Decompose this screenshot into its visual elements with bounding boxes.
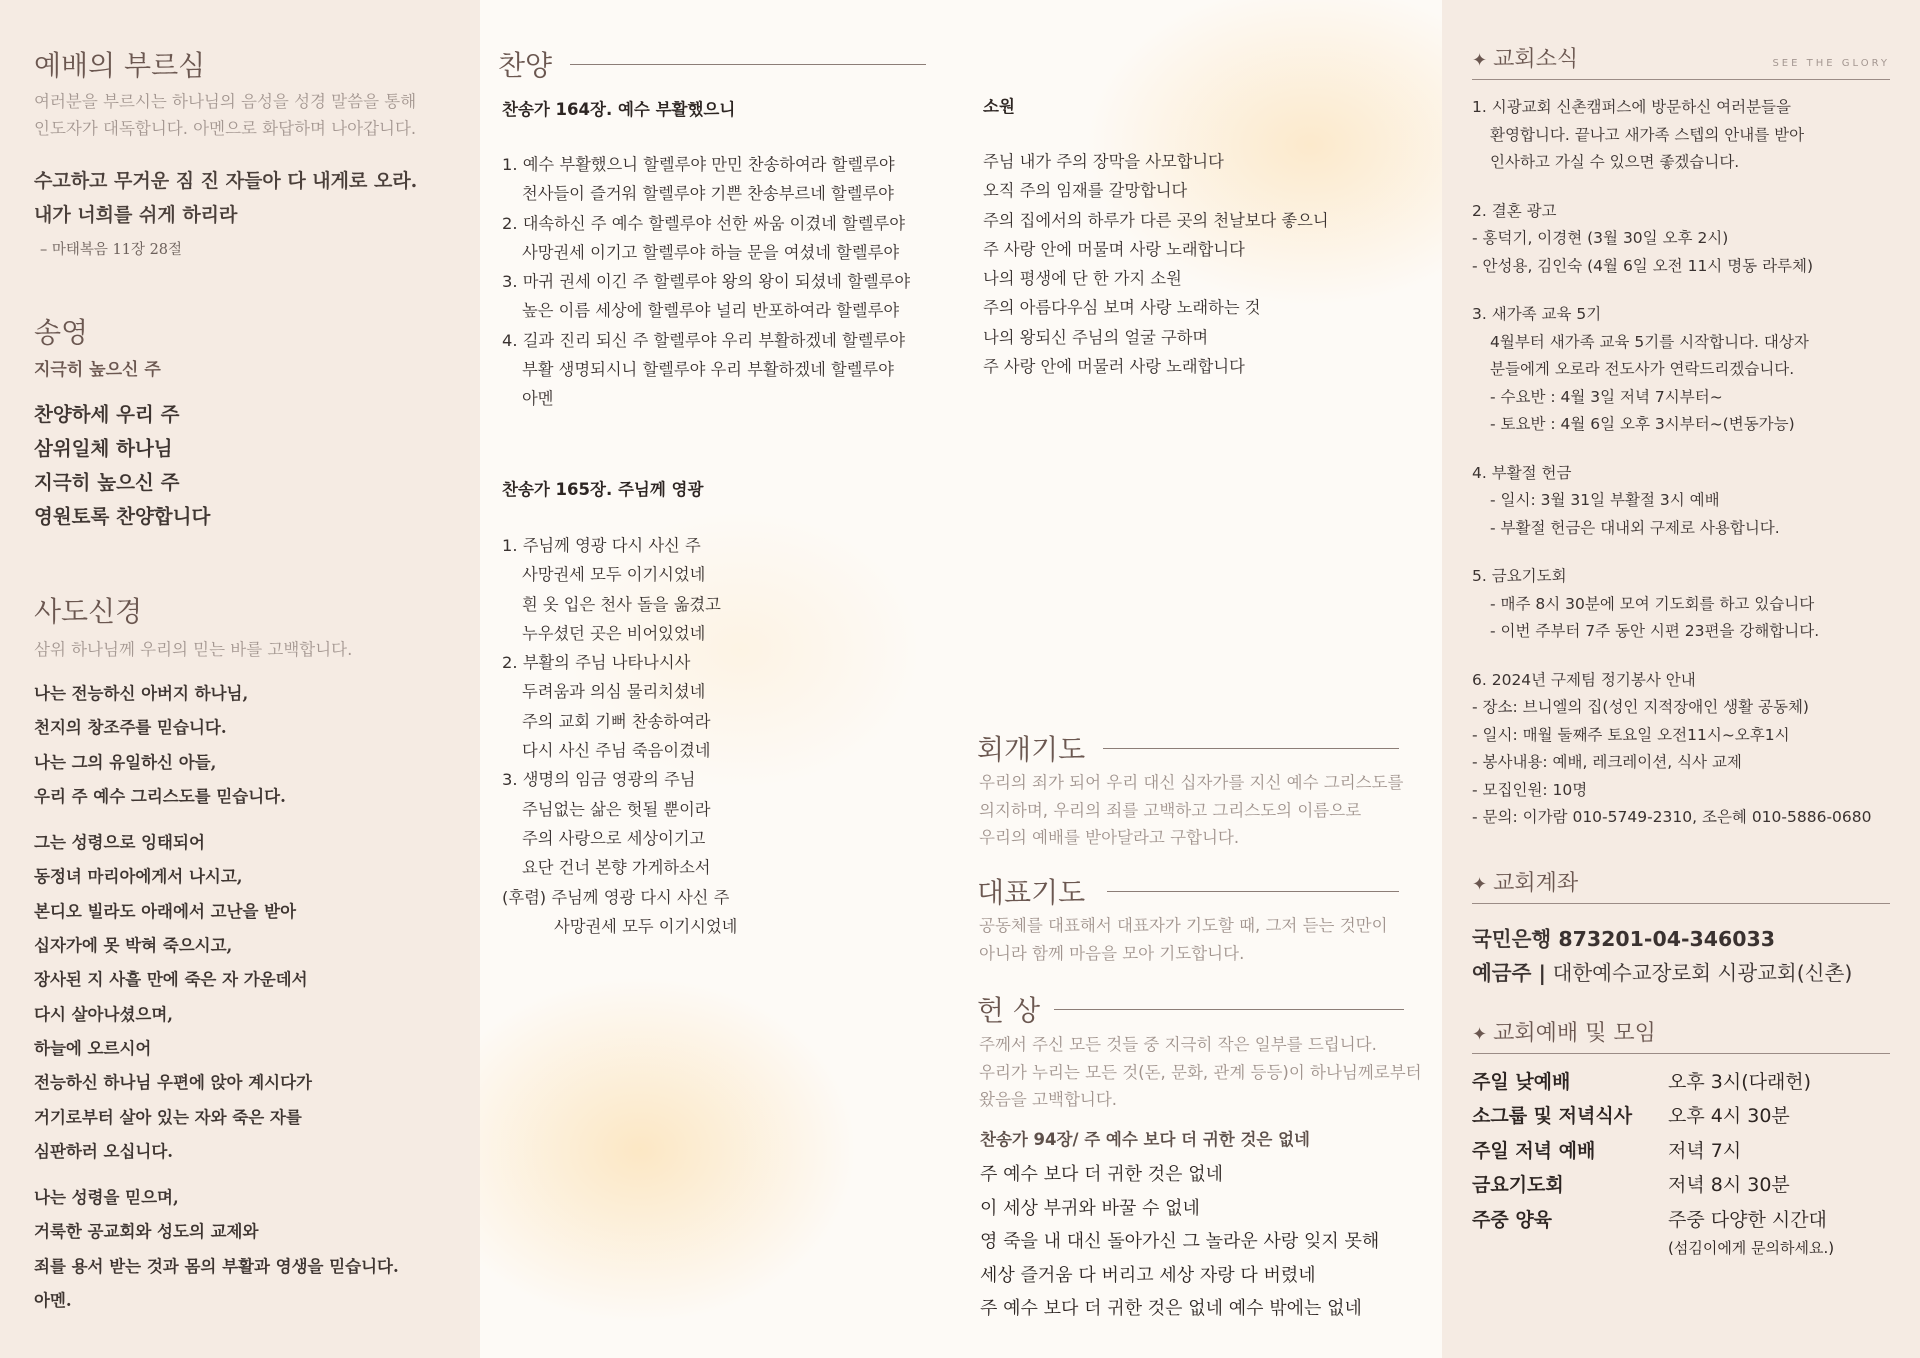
lyric-line: 부활 생명되시니 할렐루야 우리 부활하겠네 할렐루야: [522, 360, 894, 380]
representative-header: [977, 871, 1399, 911]
offering-header: [977, 989, 1404, 1029]
doxology-lyrics: 찬양하세 우리 주 삼위일체 하나님 지극히 높으신 주 영원토록 찬양합니다: [34, 403, 211, 528]
lyric-line: 주의 집에서의 하루가 다른 곳의 천날보다 좋으니: [983, 210, 1329, 230]
representative-rule: [1107, 891, 1399, 892]
repentance-title: 회개기도: [977, 733, 1086, 766]
middle-column: [480, 0, 1442, 1358]
wish-lyrics: [983, 147, 1329, 381]
news-line: - 홍덕기, 이경현 (3월 30일 오후 2시): [1472, 229, 1729, 247]
news-line: 6. 2024년 구제팀 정기봉사 안내: [1472, 670, 1696, 689]
lyric-line: 주 사랑 안에 머물며 사랑 노래합니다: [983, 239, 1245, 259]
lyric-line: 영 죽을 내 대신 돌아가신 그 놀라운 사랑 잊지 못해: [980, 1231, 1380, 1252]
lyric-line: 주님 내가 주의 장막을 사모합니다: [983, 152, 1224, 171]
call-to-worship-title: 예배의 부르심: [34, 49, 206, 82]
news-header: [1472, 42, 1890, 80]
schedule-title: 교회예배 및 모임: [1493, 1020, 1656, 1046]
wish-title: 소원: [983, 97, 1015, 116]
account-holder-label: 예금주 |: [1472, 960, 1547, 985]
lyric-line: 2. 대속하신 주 예수 할렐루야 선한 싸움 이겼네 할렐루야: [502, 213, 905, 233]
news-line: - 수요반 : 4월 3일 저녁 7시부터~: [1490, 387, 1723, 406]
offering-hymn-title: 찬송가 94장/ 주 예수 보다 더 귀한 것은 없네: [980, 1130, 1310, 1149]
call-verse: 수고하고 무거운 짐 진 자들아 다 내게로 오라. 내가 너희를 쉬게 하리라: [34, 170, 418, 226]
news-line: 인사하고 가실 수 있으면 좋겠습니다.: [1490, 153, 1740, 171]
news-line: 3. 새가족 교육 5기: [1472, 305, 1602, 323]
schedule-time: 오후 3시(다래헌): [1668, 1070, 1812, 1093]
hymn-165-lyrics: [502, 531, 737, 941]
news-line: - 문의: 이가람 010-5749-2310, 조은혜 010-5886-0680: [1472, 808, 1872, 826]
praise-rule: [570, 64, 926, 65]
news-line: - 모집인원: 10명: [1472, 780, 1588, 799]
creed-desc: 삼위 하나님께 우리의 믿는 바를 고백합니다.: [34, 640, 353, 659]
lyric-line: 3. 생명의 임금 영광의 주님: [502, 770, 696, 790]
lyric-line: 주의 사랑으로 세상이기고: [522, 828, 706, 848]
schedule-time: 오후 4시 30분: [1668, 1105, 1790, 1127]
offering-hymn-lyrics: [980, 1158, 1379, 1326]
sparkle-icon: ✦: [1472, 50, 1488, 71]
lyric-line: 사망권세 모두 이기시었네: [522, 565, 706, 585]
news-line: - 장소: 브니엘의 집(성인 지적장애인 생활 공동체): [1472, 698, 1809, 716]
account-holder: 대한예수교장로회 시광교회(신촌): [1552, 960, 1853, 985]
schedule-time: 주중 다양한 시간대: [1668, 1208, 1827, 1231]
offering-title: 헌 상: [977, 994, 1040, 1027]
sparkle-icon: ✦: [1472, 873, 1488, 895]
news-tag: SEE THE GLORY: [1772, 58, 1890, 69]
representative-desc: 공동체를 대표해서 대표자가 기도할 때, 그저 듣는 것만이 아니라 함께 마음을 모아 기도합니다.: [979, 916, 1388, 963]
lyric-line: 주의 아름다우심 보며 사랑 노래하는 것: [983, 298, 1261, 318]
lyric-line: 2. 부활의 주님 나타나시사: [502, 653, 691, 673]
hymn-165-title: 찬송가 165장. 주님께 영광: [502, 480, 704, 499]
account-number: 국민은행 873201-04-346033: [1472, 926, 1776, 951]
account-header: [1472, 866, 1890, 904]
lyric-line: 사망권세 모두 이기시었네: [554, 916, 738, 936]
lyric-line: 1. 예수 부활했으니 할렐루야 만민 찬송하여라 할렐루야: [502, 155, 895, 174]
account-info: [1472, 922, 1890, 990]
news-line: 4. 부활절 헌금: [1472, 463, 1572, 482]
schedule-table: [1472, 1066, 1890, 1259]
lyric-line: 나의 왕되신 주님의 얼굴 구하며: [983, 327, 1209, 347]
news-line: 분들에게 오로라 전도사가 연락드리겠습니다.: [1490, 360, 1795, 378]
doxology-subtitle: 지극히 높으신 주: [34, 360, 161, 380]
lyric-line: 사망권세 이기고 할렐루야 하늘 문을 여셨네 할렐루야: [522, 242, 900, 262]
news-line: - 봉사내용: 예배, 레크레이션, 식사 교제: [1472, 753, 1742, 771]
lyric-line: 4. 길과 진리 되신 주 할렐루야 우리 부활하겠네 할렐루야: [502, 330, 905, 350]
lyric-line: 다시 사신 주님 죽음이겼네: [522, 741, 711, 761]
news-line: 환영합니다. 끝나고 새가족 스텝의 안내를 받아: [1490, 125, 1805, 144]
hymn-164-lyrics: [502, 150, 910, 414]
schedule-time: 저녁 7시: [1668, 1139, 1742, 1162]
praise-header: [498, 44, 926, 84]
doxology-title: 송영: [34, 316, 89, 349]
news-line: 5. 금요기도회: [1472, 567, 1567, 585]
news-line: - 일시: 매월 둘째주 토요일 오전11시~오후1시: [1472, 725, 1790, 744]
offering-desc: 주께서 주신 모든 것들 중 지극히 작은 일부를 드립니다. 우리가 누리는 모든 것(돈, 문화, 관계 등등)이 하나님께로부터 왔음을 고백합니다.: [979, 1035, 1422, 1109]
lyric-line: 나의 평생에 단 한 가지 소원: [983, 269, 1182, 289]
news-item: [1472, 301, 1890, 439]
schedule-label: 금요기도회: [1472, 1174, 1564, 1196]
lyric-line: 주 사랑 안에 머물러 사랑 노래합니다: [983, 357, 1245, 377]
creed-title: 사도신경: [34, 595, 143, 628]
creed-block-3: 나는 성령을 믿으며, 거룩한 공교회와 성도의 교제와 죄를 용서 받는 것과 몸의 부활과 영생을 믿습니다. 아멘.: [34, 1188, 399, 1311]
lyric-line: 천사들이 즐거워 할렐루야 기쁜 찬송부르네 할렐루야: [522, 184, 894, 204]
news-item: [1472, 563, 1890, 646]
lyric-line: 1. 주님께 영광 다시 사신 주: [502, 536, 701, 555]
news-item: [1472, 460, 1890, 543]
repentance-desc: 우리의 죄가 되어 우리 대신 십자가를 지신 예수 그리스도를 의지하며, 우리의 죄를 고백하고 그리스도의 이름으로 우리의 예배를 받아달라고 구합니다.: [979, 773, 1404, 847]
right-column: [1442, 0, 1920, 1358]
schedule-time: 저녁 8시 30분: [1668, 1174, 1790, 1196]
lyric-line: 아멘: [522, 389, 554, 409]
sparkle-icon: ✦: [1472, 1023, 1488, 1045]
lyric-line: 세상 즐거움 다 버리고 세상 자랑 다 버렸네: [980, 1264, 1316, 1286]
creed-block-1: 나는 전능하신 아버지 하나님, 천지의 창조주를 믿습니다. 나는 그의 유일하신 아들, 우리 주 예수 그리스도를 믿습니다.: [34, 684, 286, 806]
hymn-164-title: 찬송가 164장. 예수 부활했으니: [502, 100, 736, 119]
news-line: - 안성용, 김인숙 (4월 6일 오전 11시 명동 라루체): [1472, 256, 1814, 275]
schedule-note: (섬김이에게 문의하세요.): [1668, 1239, 1835, 1257]
news-line: - 토요반 : 4월 6일 오후 3시부터~(변동가능): [1490, 415, 1795, 433]
schedule-label: 주일 저녁 예배: [1472, 1139, 1596, 1162]
news-title: 교회소식: [1493, 47, 1579, 72]
news-item: [1472, 667, 1890, 832]
lyric-line: (후렴) 주님께 영광 다시 사신 주: [502, 887, 730, 907]
news-line: - 매주 8시 30분에 모여 기도회를 하고 있습니다: [1490, 594, 1815, 613]
news-line: 1. 시광교회 신촌캠퍼스에 방문하신 여러분들을: [1472, 98, 1791, 116]
lyric-line: 주 예수 보다 더 귀한 것은 없네 예수 밖에는 없네: [980, 1298, 1362, 1319]
offering-rule: [1054, 1009, 1404, 1010]
verse-reference: – 마태복음 11장 28절: [40, 242, 183, 258]
repentance-rule: [1103, 748, 1399, 749]
creed-block-2: 그는 성령으로 잉태되어 동정녀 마리아에게서 나시고, 본디오 빌라도 아래에서 고난을 받아 십자가에 못 박혀 죽으시고, 장사된 지 사흘 만에 죽은 자 가운데서 다시 살아나셨으며, 하늘에 오르시어 전능하신 하나님 우편에 앉아 계시다가 거기로부터 살아 있는 자와 죽은 자를 심판하러 오십니다.: [34, 833, 313, 1161]
representative-title: 대표기도: [977, 876, 1086, 909]
schedule-spacer: [1472, 1238, 1668, 1258]
lyric-line: 주님없는 삶은 헛될 뿐이라: [522, 799, 711, 819]
praise-title: 찬양: [498, 49, 553, 82]
schedule-label: 소그룹 및 저녁식사: [1472, 1105, 1633, 1127]
account-title: 교회계좌: [1493, 870, 1579, 896]
lyric-line: 주의 교회 기뻐 찬송하여라: [522, 711, 711, 731]
left-column: [0, 0, 480, 1358]
schedule-header: [1472, 1016, 1890, 1054]
lyric-line: 이 세상 부귀와 바꿀 수 없네: [980, 1197, 1200, 1219]
news-line: - 부활절 헌금은 대내외 구제로 사용합니다.: [1490, 518, 1780, 537]
news-line: - 일시: 3월 31일 부활절 3시 예배: [1490, 491, 1720, 509]
news-item: [1472, 94, 1890, 177]
call-to-worship-desc: 여러분을 부르시는 하나님의 음성을 성경 말씀을 통해 인도자가 대독합니다. 아멘으로 화답하며 나아갑니다.: [34, 92, 417, 138]
lyric-line: 요단 건너 본향 가게하소서: [522, 858, 711, 878]
news-item: [1472, 198, 1890, 281]
lyric-line: 주 예수 보다 더 귀한 것은 없네: [980, 1164, 1223, 1185]
news-line: - 이번 주부터 7주 동안 시편 23편을 강해합니다.: [1490, 622, 1820, 640]
lyric-line: 두려움과 의심 물리치셨네: [522, 682, 706, 702]
lyric-line: 누우셨던 곳은 비어있었네: [522, 623, 706, 643]
lyric-line: 3. 마귀 권세 이긴 주 할렐루야 왕의 왕이 되셨네 할렐루야: [502, 272, 911, 292]
news-line: 2. 결혼 광고: [1472, 201, 1557, 220]
news-list: [1472, 94, 1890, 832]
schedule-label: 주중 양육: [1472, 1208, 1553, 1231]
repentance-header: [977, 728, 1399, 768]
lyric-line: 높은 이름 세상에 할렐루야 널리 반포하여라 할렐루야: [522, 301, 900, 321]
lyric-line: 흰 옷 입은 천사 돌을 옮겼고: [522, 594, 721, 614]
lyric-line: 오직 주의 임재를 갈망합니다: [983, 181, 1188, 201]
schedule-label: 주일 낮예배: [1472, 1070, 1571, 1093]
news-line: 4월부터 새가족 교육 5기를 시작합니다. 대상자: [1490, 332, 1809, 351]
